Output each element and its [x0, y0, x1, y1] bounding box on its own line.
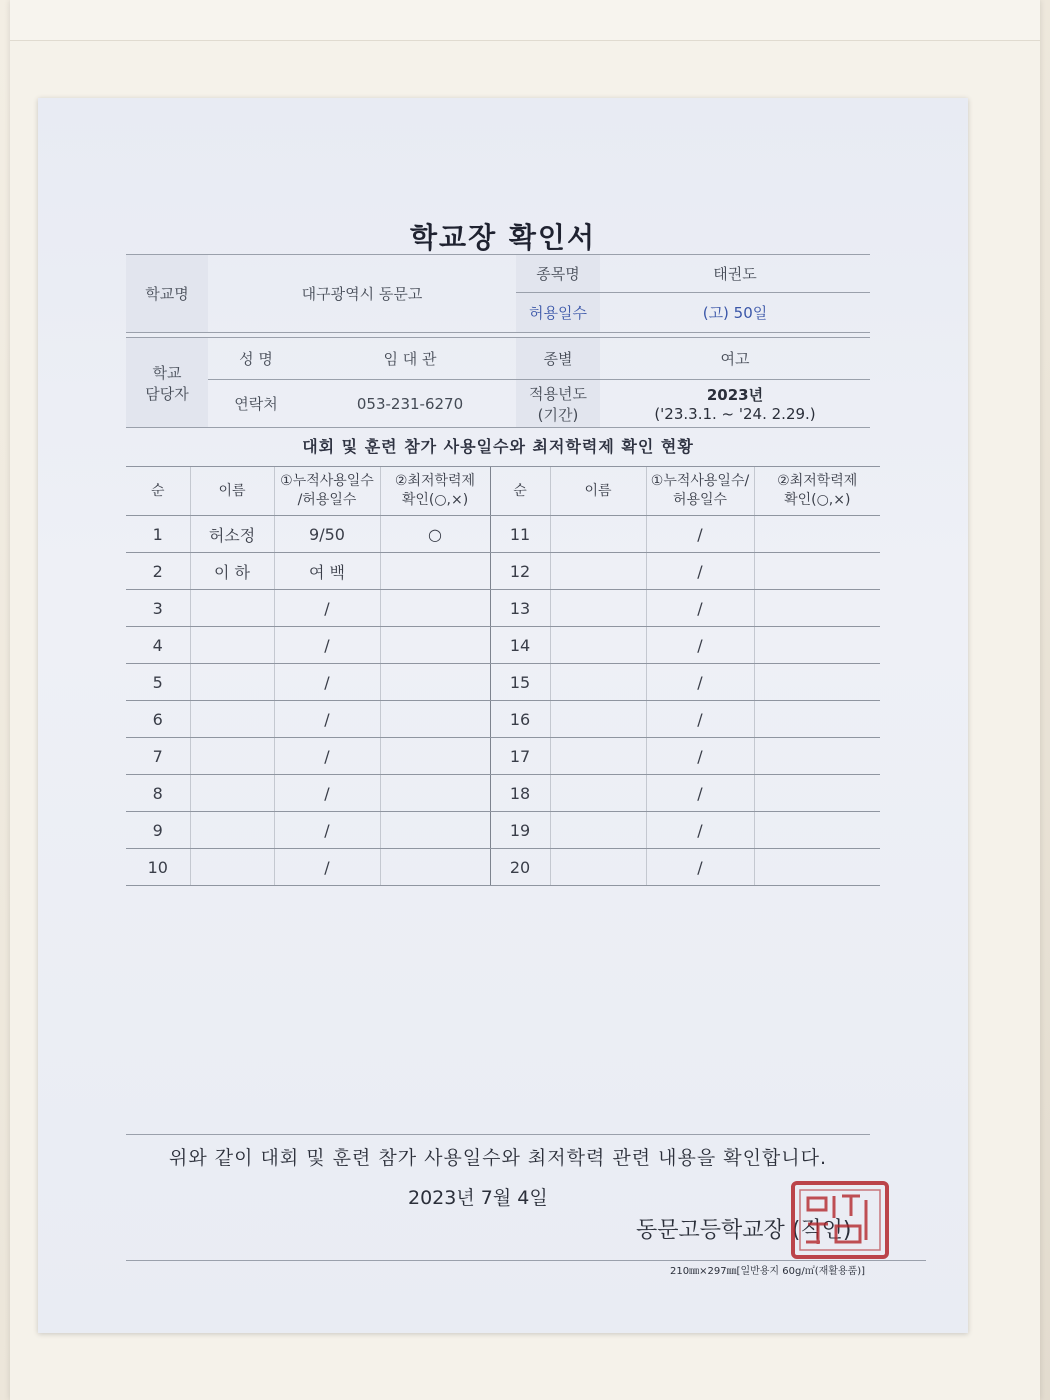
row-no: 11 — [490, 516, 550, 553]
period-value: ('23.3.1. ~ '24. 2.29.) — [654, 405, 816, 423]
row-name — [190, 849, 274, 886]
row-check — [754, 775, 880, 812]
row-check — [754, 849, 880, 886]
row-days: / — [646, 701, 754, 738]
row-days: 9/50 — [274, 516, 380, 553]
row-days: / — [274, 738, 380, 775]
header-check-left-line-1: ②최저학력제 — [394, 473, 476, 489]
header-check-left — [380, 467, 490, 516]
row-no: 15 — [490, 664, 550, 701]
row-no: 5 — [126, 664, 190, 701]
row-check — [754, 812, 880, 849]
row-days: / — [274, 701, 380, 738]
row-name: 허소정 — [190, 516, 274, 553]
row-no: 8 — [126, 775, 190, 812]
allowed-days-value: (고) 50일 — [600, 293, 870, 333]
row-name — [550, 516, 646, 553]
gender-value: 여고 — [600, 338, 870, 380]
row-days: / — [646, 849, 754, 886]
row-name — [190, 590, 274, 627]
row-days: / — [274, 849, 380, 886]
row-name — [550, 738, 646, 775]
header-days-right — [646, 467, 754, 516]
row-check — [380, 849, 490, 886]
issue-date: 2023년 7월 4일 — [408, 1187, 548, 1209]
header-no-left: 순 — [126, 467, 190, 516]
row-check — [754, 516, 880, 553]
header-name-left: 이름 — [190, 467, 274, 516]
table-row — [126, 849, 880, 886]
table-row — [126, 664, 880, 701]
row-check — [380, 812, 490, 849]
row-no: 12 — [490, 553, 550, 590]
manager-label — [126, 338, 208, 428]
row-no: 18 — [490, 775, 550, 812]
row-days: / — [274, 775, 380, 812]
row-name — [550, 701, 646, 738]
row-name — [550, 849, 646, 886]
row-days: / — [646, 812, 754, 849]
row-name — [190, 812, 274, 849]
row-check: ○ — [380, 516, 490, 553]
row-name — [190, 775, 274, 812]
header-no-right: 순 — [490, 467, 550, 516]
year-label — [516, 380, 600, 428]
row-no: 17 — [490, 738, 550, 775]
row-check — [754, 627, 880, 664]
row-no: 4 — [126, 627, 190, 664]
row-check — [754, 590, 880, 627]
table-row — [126, 627, 880, 664]
name-label: 성 명 — [208, 338, 304, 380]
row-days: / — [646, 664, 754, 701]
table-row — [126, 775, 880, 812]
header-days-left-line-1: ①누적사용일수 — [280, 473, 374, 489]
footer-rule — [126, 1260, 926, 1261]
row-days: / — [646, 738, 754, 775]
athlete-rows — [126, 516, 880, 886]
header-check-right — [754, 467, 880, 516]
row-days: / — [274, 590, 380, 627]
principal-signature: 동문고등학교장 (직인) — [636, 1218, 852, 1243]
sport-label: 종목명 — [516, 255, 600, 293]
row-check — [754, 553, 880, 590]
row-name — [550, 627, 646, 664]
school-label: 학교명 — [126, 255, 208, 333]
row-no: 19 — [490, 812, 550, 849]
row-days: / — [646, 627, 754, 664]
table-row — [126, 701, 880, 738]
row-days: / — [274, 812, 380, 849]
row-name — [190, 627, 274, 664]
row-check — [380, 590, 490, 627]
row-no: 13 — [490, 590, 550, 627]
row-name — [190, 664, 274, 701]
header-check-left-line-2: 확인(○,×) — [401, 492, 469, 508]
row-no: 20 — [490, 849, 550, 886]
table-row — [126, 553, 880, 590]
confirmation-statement: 위와 같이 대회 및 훈련 참가 사용일수와 최저학력 관련 내용을 확인합니다. — [168, 1147, 828, 1169]
row-check — [754, 738, 880, 775]
paper-spec-note: 210㎜×297㎜[일반용지 60g/㎡(재활용품)] — [670, 1266, 866, 1277]
header-days-left-line-2: /허용일수 — [297, 492, 357, 508]
header-days-right-line-1: ①누적사용일수/ — [650, 473, 750, 489]
row-no: 16 — [490, 701, 550, 738]
school-value: 대구광역시 동문고 — [208, 255, 516, 333]
row-days: / — [646, 516, 754, 553]
year-value: 2023년 — [706, 386, 764, 404]
table-row — [126, 738, 880, 775]
year-label-line-1: 적용년도 — [529, 384, 587, 403]
envelope-flap — [10, 0, 1040, 41]
header-days-right-line-2: 허용일수 — [672, 492, 728, 508]
row-name — [550, 590, 646, 627]
row-check — [380, 775, 490, 812]
row-days: / — [274, 627, 380, 664]
row-no: 14 — [490, 627, 550, 664]
contact-value: 053-231-6270 — [304, 380, 516, 428]
header-check-right-line-2: 확인(○,×) — [784, 492, 851, 508]
row-check — [380, 701, 490, 738]
row-no: 9 — [126, 812, 190, 849]
manager-label-line-2: 담당자 — [145, 384, 189, 403]
info-table — [126, 254, 870, 428]
athlete-list-table — [126, 466, 880, 886]
official-seal-icon — [790, 1180, 890, 1260]
confirmation-section — [126, 1134, 870, 1243]
row-name — [550, 553, 646, 590]
year-label-line-2: (기간) — [537, 405, 579, 424]
row-name — [190, 738, 274, 775]
row-check — [754, 664, 880, 701]
row-check — [380, 627, 490, 664]
status-subtitle: 대회 및 훈련 참가 사용일수와 최저학력제 확인 현황 — [302, 437, 694, 456]
row-days: 여 백 — [274, 553, 380, 590]
table-row — [126, 516, 880, 553]
table-row — [126, 590, 880, 627]
table-row — [126, 812, 880, 849]
row-no: 1 — [126, 516, 190, 553]
row-check — [754, 701, 880, 738]
row-name — [550, 812, 646, 849]
header-days-left — [274, 467, 380, 516]
row-no: 2 — [126, 553, 190, 590]
contact-label: 연락처 — [208, 380, 304, 428]
name-value: 임 대 관 — [304, 338, 516, 380]
row-no: 3 — [126, 590, 190, 627]
year-value-cell — [600, 380, 870, 428]
row-no: 7 — [126, 738, 190, 775]
row-days: / — [646, 590, 754, 627]
row-name — [550, 664, 646, 701]
header-check-right-line-1: ②최저학력제 — [777, 473, 858, 489]
row-check — [380, 553, 490, 590]
sport-value: 태권도 — [600, 255, 870, 293]
confirmation-document — [38, 98, 968, 1333]
manager-label-line-1: 학교 — [152, 363, 182, 382]
row-check — [380, 664, 490, 701]
document-title: 학교장 확인서 — [409, 221, 597, 254]
row-check — [380, 738, 490, 775]
row-name — [190, 701, 274, 738]
row-name: 이 하 — [190, 553, 274, 590]
header-name-right: 이름 — [550, 467, 646, 516]
row-days: / — [646, 775, 754, 812]
row-days: / — [646, 553, 754, 590]
row-no: 6 — [126, 701, 190, 738]
allowed-days-label: 허용일수 — [516, 293, 600, 333]
row-name — [550, 775, 646, 812]
gender-label: 종별 — [516, 338, 600, 380]
row-days: / — [274, 664, 380, 701]
row-no: 10 — [126, 849, 190, 886]
